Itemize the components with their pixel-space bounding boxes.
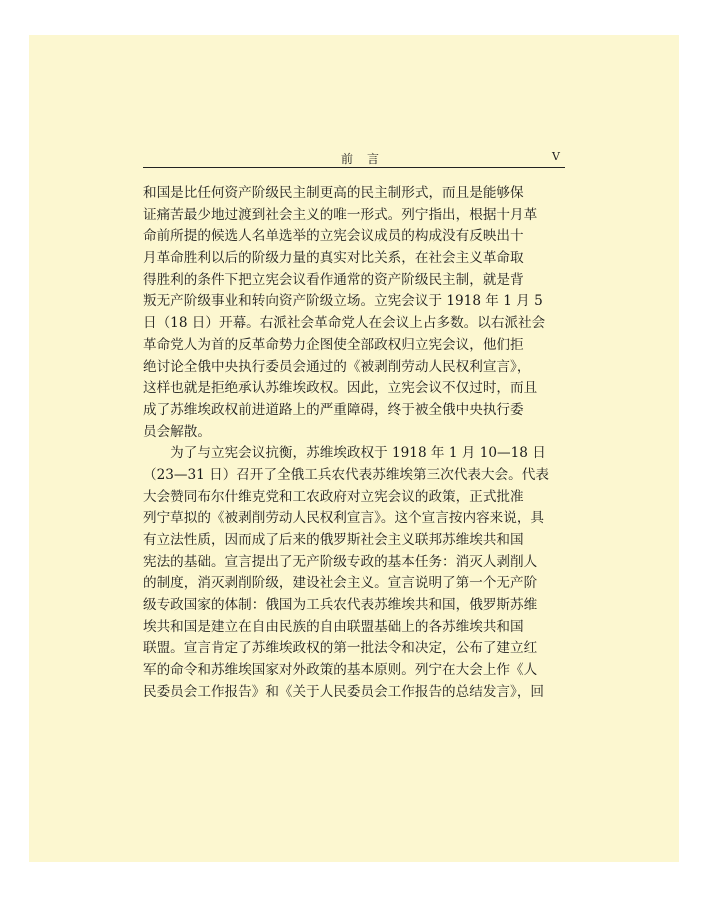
text-line: 级专政国家的体制：俄国为工兵农代表苏维埃共和国，俄罗斯苏维 (143, 597, 538, 614)
text-line: 联盟。宣言肯定了苏维埃政权的第一批法令和决定，公布了建立红 (143, 640, 538, 657)
text-line: 成了苏维埃政权前进道路上的严重障碍，终于被全俄中央执行委 (143, 401, 524, 418)
text-line: 员会解散。 (143, 423, 211, 440)
text-line: 月革命胜利以后的阶级力量的真实对比关系，在社会主义革命取 (143, 250, 524, 267)
text-line: 这样也就是拒绝承认苏维埃政权。因此，立宪会议不仅过时，而且 (143, 380, 538, 397)
text-line: 证痛苦最少地过渡到社会主义的唯一形式。列宁指出，根据十月革 (143, 206, 538, 223)
text-line: 列宁草拟的《被剥削劳动人民权利宣言》。这个宣言按内容来说，具 (143, 510, 545, 527)
text-line: 为了与立宪会议抗衡，苏维埃政权于 1918 年 1 月 10—18 日 (143, 445, 546, 462)
text-line: 得胜利的条件下把立宪会议看作通常的资产阶级民主制，就是背 (143, 271, 524, 288)
text-line: 有立法性质，因而成了后来的俄罗斯社会主义联邦苏维埃共和国 (143, 532, 524, 548)
text-line: 埃共和国是建立在自由民族的自由联盟基础上的各苏维埃共和国 (143, 618, 524, 635)
body-text (143, 183, 565, 704)
text-line: 命前所提的候选人名单选举的立宪会议成员的构成没有反映出十 (143, 228, 524, 245)
text-line: 革命党人为首的反革命势力企图使全部政权归立宪会议，他们拒 (143, 336, 524, 353)
text-line: （23—31 日）召开了全俄工兵农代表苏维埃第三次代表大会。代表 (143, 466, 549, 483)
running-header (143, 150, 565, 168)
text-line: 民委员会工作报告》和《关于人民委员会工作报告的总结发言》，回 (143, 683, 545, 700)
text-line: 绝讨论全俄中央执行委员会通过的《被剥削劳动人民权利宣言》， (143, 358, 531, 375)
text-line: 的制度，消灭剥削阶级，建设社会主义。宣言说明了第一个无产阶 (143, 575, 538, 592)
text-line: 叛无产阶级事业和转向资产阶级立场。立宪会议于 1918 年 1 月 5 (143, 293, 543, 310)
text-line: 大会赞同布尔什维克党和工农政府对立宪会议的政策，正式批准 (143, 488, 524, 505)
text-line: 宪法的基础。宣言提出了无产阶级专政的基本任务：消灭人剥削人 (143, 553, 538, 570)
text-line: 和国是比任何资产阶级民主制更高的民主制形式，而且是能够保 (143, 185, 524, 201)
header-title: 前言 (341, 152, 394, 166)
page-number: V (552, 150, 560, 163)
text-line: 军的命令和苏维埃国家对外政策的基本原则。列宁在大会上作《人 (143, 662, 538, 679)
text-line: 日（18 日）开幕。右派社会革命党人在会议上占多数。以右派社会 (143, 315, 546, 332)
